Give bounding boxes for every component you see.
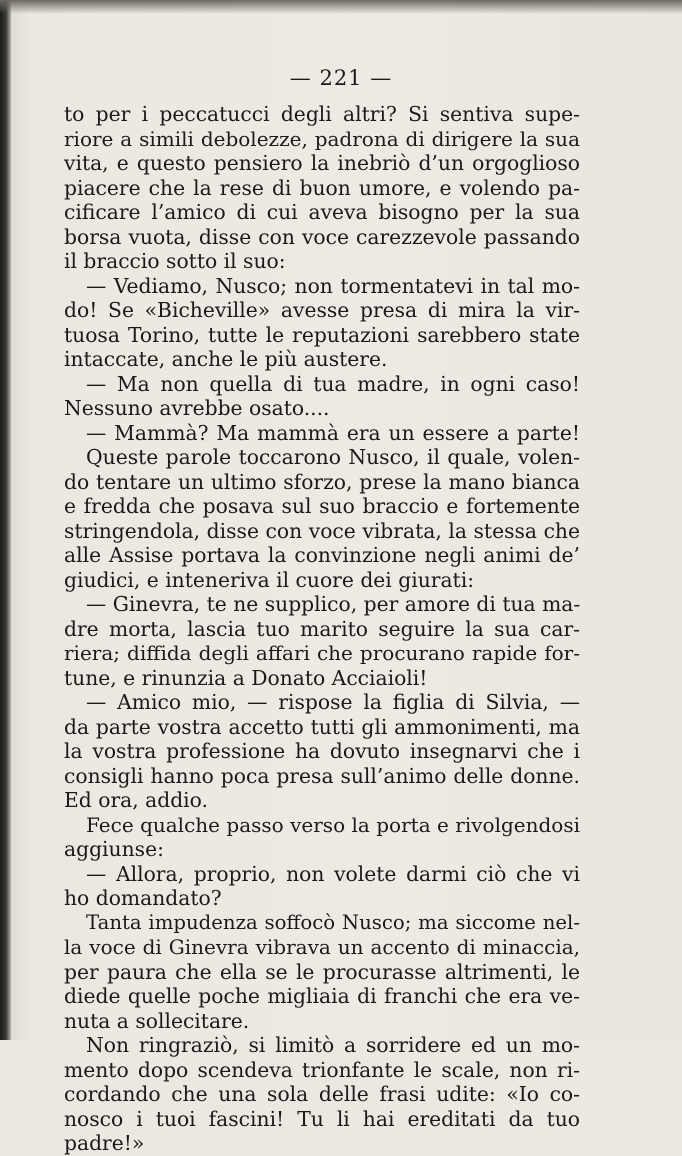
text-line: — Ginevra, te ne supplico, per amore di tua ma- xyxy=(86,592,581,616)
text-line: nosco i tuoi fascini! Tu li hai ereditati da tuo xyxy=(64,1106,580,1131)
text-line: la vostra professione ha dovuto insegnarvi che i xyxy=(64,739,580,763)
text-line: nuta a sollecitare. xyxy=(64,1008,250,1033)
text-line: vita, e questo pensiero la inebriò d’un orgoglioso xyxy=(64,151,580,175)
text-line: — Mammà? Ma mammà era un essere a parte! xyxy=(86,420,580,445)
text-line: alle Assise portava la convinzione negli animi de’ xyxy=(64,543,580,567)
text-line: aggiunse: xyxy=(64,837,164,861)
text-line: do tentare un ultimo sforzo, prese la mano bianca xyxy=(64,469,580,494)
page-binding-edge xyxy=(0,0,11,1040)
text-line: Nessuno avrebbe osato.... xyxy=(64,396,330,420)
page-number: — 221 — xyxy=(289,66,393,90)
text-line: Queste parole toccarono Nusco, il quale, volen- xyxy=(86,445,580,469)
text-line: intaccate, anche le più austere. xyxy=(64,347,388,371)
text-line: tune, e rinunzia a Donato Acciaioli! xyxy=(64,665,428,690)
text-line: mento dopo scendeva trionfante le scale, non ri- xyxy=(64,1057,580,1082)
text-line: stringendola, disse con voce vibrata, la stessa che xyxy=(64,518,580,543)
text-line: il braccio sotto il suo: xyxy=(64,249,286,273)
text-line: da parte vostra accetto tutti gli ammonimenti, ma xyxy=(64,714,580,739)
text-line: e fredda che posava sul suo braccio e fortemente xyxy=(64,494,580,518)
text-line: borsa vuota, disse con voce carezzevole passando xyxy=(64,224,580,249)
body-text xyxy=(64,102,580,1156)
text-line: padre!» xyxy=(64,1131,145,1155)
text-line: — Vediamo, Nusco; non tormentatevi in tal mo- xyxy=(86,273,580,298)
text-line: cificare l’amico di cui aveva bisogno per la sua xyxy=(64,200,580,224)
text-line: per paura che ella se le procurasse altrimenti, le xyxy=(64,959,580,984)
text-line: tuosa Torino, tutte le reputazioni sarebbero state xyxy=(64,322,580,347)
text-line: — Ma non quella di tua madre, in ogni caso! xyxy=(86,371,580,396)
text-line: — Allora, proprio, non volete darmi ciò che vi xyxy=(86,861,580,886)
text-line: Non ringraziò, si limitò a sorridere ed un mo- xyxy=(86,1033,580,1057)
page-top-shadow xyxy=(0,0,682,14)
text-line: riera; diffida degli affari che procurano rapide for- xyxy=(64,641,580,665)
text-line: diede quelle poche migliaia di franchi che era ve- xyxy=(64,984,580,1008)
text-line: cordando che una sola delle frasi udite: «Io co- xyxy=(64,1082,580,1106)
text-line: dre morta, lascia tuo marito seguire la sua car- xyxy=(64,616,580,641)
text-line: riore a simili debolezze, padrona di dirigere la sua xyxy=(64,126,580,151)
text-line: piacere che la rese di buon umore, e volendo pa- xyxy=(64,175,580,200)
text-line: la voce di Ginevra vibrava un accento di minaccia, xyxy=(64,935,580,959)
text-line: do! Se «Bicheville» avesse presa di mira la vir- xyxy=(64,298,580,322)
text-line: Fece qualche passo verso la porta e rivolgendosi xyxy=(86,812,580,837)
text-line: consigli hanno poca presa sull’animo delle donne. xyxy=(64,763,580,788)
text-line: to per i peccatucci degli altri? Si sentiva supe- xyxy=(64,102,580,126)
text-line: giudici, e inteneriva il cuore dei giurati: xyxy=(64,567,475,592)
text-line: — Amico mio, — rispose la figlia di Silvia, — xyxy=(86,690,580,714)
text-line: Ed ora, addio. xyxy=(64,788,208,812)
text-line: Tanta impudenza soffocò Nusco; ma siccome nel- xyxy=(86,910,580,934)
text-line: ho domandato? xyxy=(64,886,222,910)
